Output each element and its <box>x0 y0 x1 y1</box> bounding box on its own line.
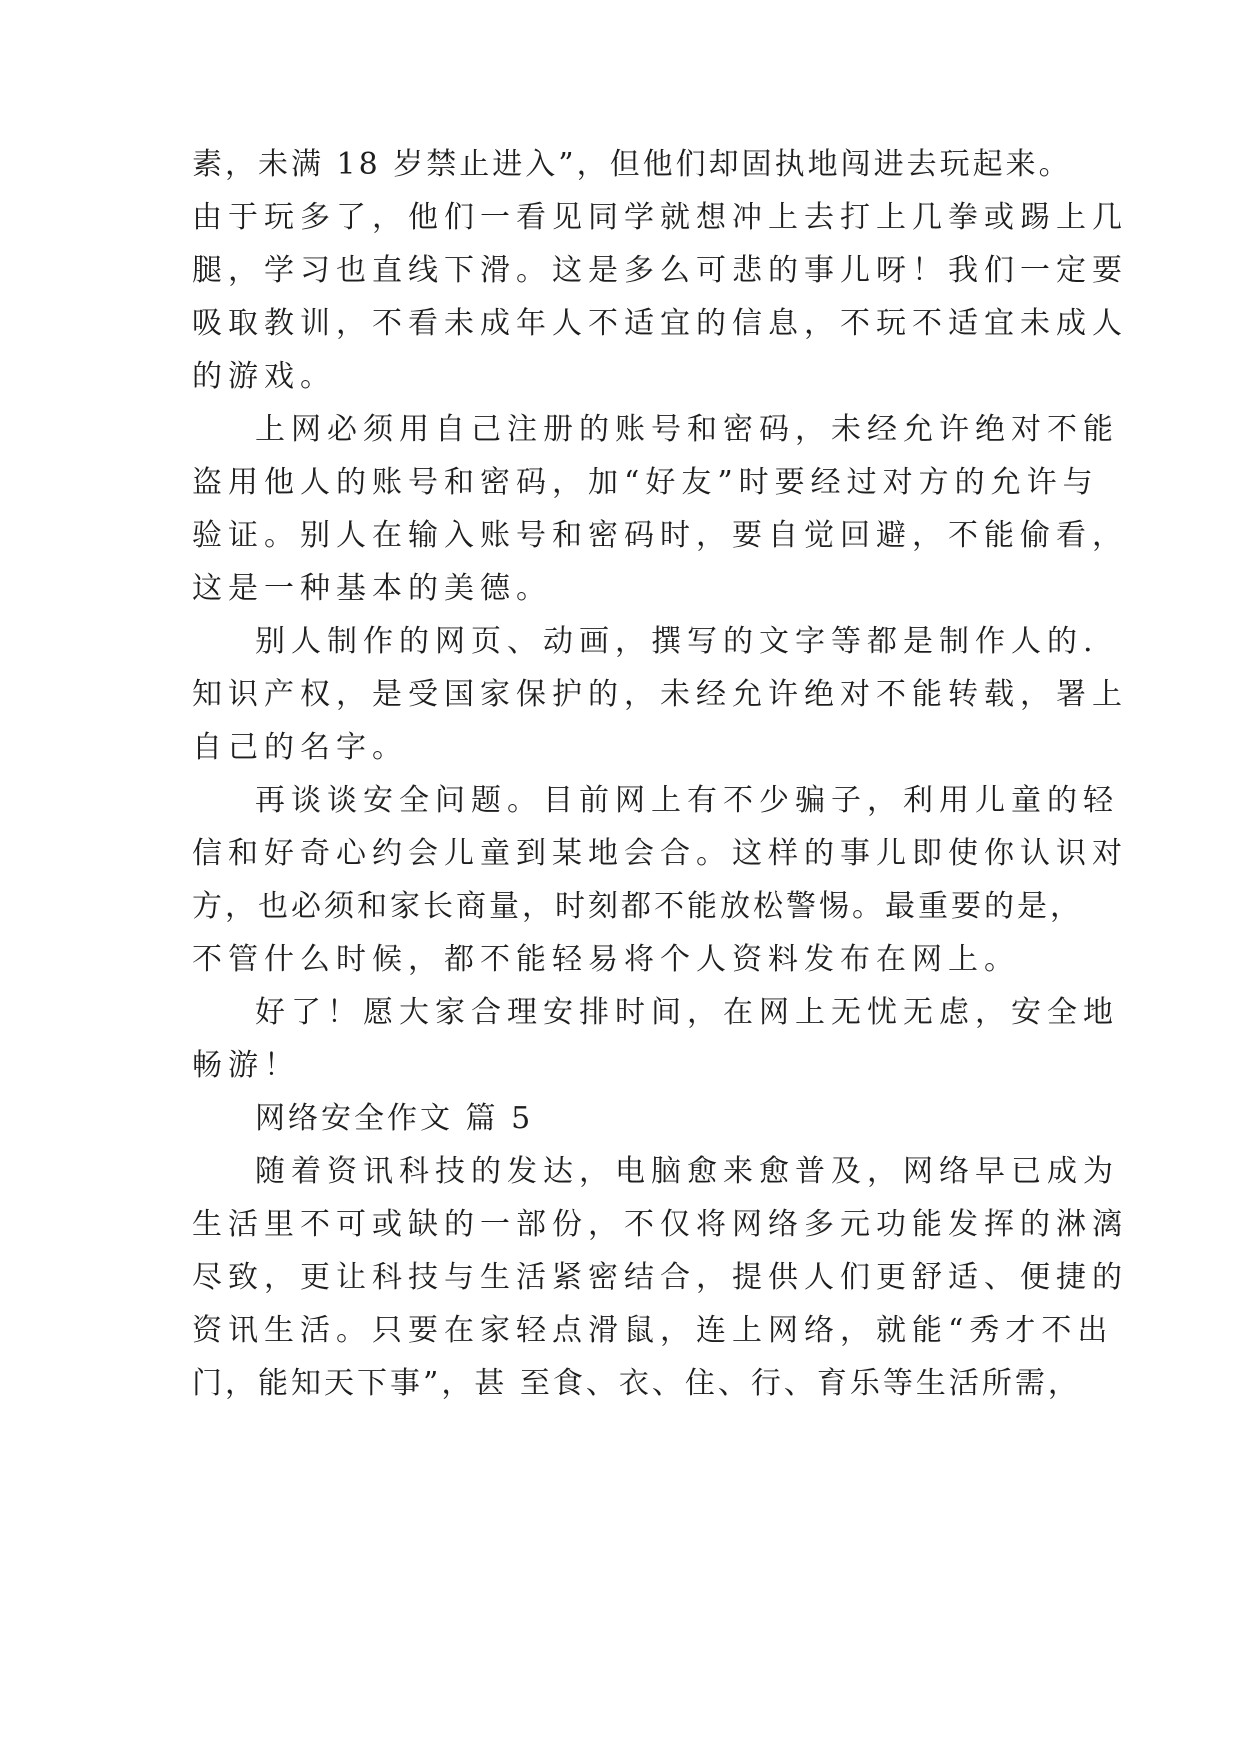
text-line: 尽致，更让科技与生活紧密结合，提供人们更舒适、便捷的 <box>192 1260 1128 1295</box>
text-line: 再谈谈安全问题。目前网上有不少骗子，利用儿童的轻 <box>255 783 1119 818</box>
text-line: 门，能知天下事”，甚 至食、衣、住、行、育乐等生活所需， <box>192 1366 1081 1401</box>
text-line: 生活里不可或缺的一部份，不仅将网络多元功能发挥的淋漓 <box>192 1207 1128 1242</box>
text-line: 知识产权，是受国家保护的，未经允许绝对不能转载，署上 <box>192 677 1128 712</box>
text-line: 别人制作的网页、动画，撰写的文字等都是制作人的. <box>255 624 1099 659</box>
text-line: 的游戏。 <box>192 359 336 394</box>
text-line: 畅游！ <box>192 1048 300 1083</box>
text-line: 腿，学习也直线下滑。这是多么可悲的事儿呀！我们一定要 <box>192 253 1128 288</box>
text-line: 信和好奇心约会儿童到某地会合。这样的事儿即使你认识对 <box>192 836 1128 871</box>
text-line: 验证。别人在输入账号和密码时，要自觉回避，不能偷看， <box>192 518 1128 553</box>
text-line: 不管什么时候，都不能轻易将个人资料发布在网上。 <box>192 942 1020 977</box>
text-line: 由于玩多了，他们一看见同学就想冲上去打上几拳或踢上几 <box>192 200 1128 235</box>
text-line: 素，未满 18 岁禁止进入”，但他们却固执地闯进去玩起来。 <box>192 147 1072 182</box>
text-line: 随着资讯科技的发达，电脑愈来愈普及，网络早已成为 <box>255 1154 1119 1189</box>
text-line: 好了！愿大家合理安排时间，在网上无忧无虑，安全地 <box>255 995 1119 1030</box>
text-line: 方，也必须和家长商量，时刻都不能放松警惕。最重要的是， <box>192 889 1083 924</box>
text-line: 盗用他人的账号和密码，加“好友”时要经过对方的允许与 <box>192 465 1099 500</box>
text-line: 资讯生活。只要在家轻点滑鼠，连上网络，就能“秀才不出 <box>192 1313 1114 1348</box>
section-heading: 网络安全作文 篇 5 <box>255 1101 534 1136</box>
text-line: 吸取教训，不看未成年人不适宜的信息，不玩不适宜未成人 <box>192 306 1128 341</box>
text-line: 上网必须用自己注册的账号和密码，未经允许绝对不能 <box>255 412 1119 447</box>
text-line: 自己的名字。 <box>192 730 408 765</box>
text-line: 这是一种基本的美德。 <box>192 571 552 606</box>
